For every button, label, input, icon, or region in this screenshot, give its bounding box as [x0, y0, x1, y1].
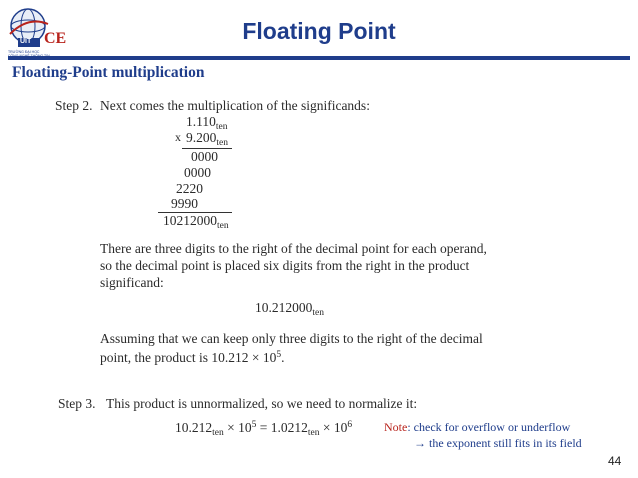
overflow-note — [384, 420, 570, 435]
product-significand — [255, 300, 324, 318]
note-text: : check for overflow or underflow — [407, 420, 571, 434]
note-text-2: the exponent still fits in its field — [426, 436, 582, 450]
multiplicand-base: ten — [215, 122, 228, 132]
eq-times-2: × 10 — [319, 420, 348, 435]
rounding-period: . — [281, 350, 285, 365]
eq-term-1: 10.212 — [175, 420, 213, 435]
rounding-text: Assuming that we can keep only three digits to the right of the decimal point, the product is 10.212 × 10 — [100, 331, 483, 365]
logo-caption-line: TRƯỜNG ĐẠI HỌC — [8, 50, 40, 54]
step3-text: This product is unnormalized, so we need to normalize it: — [106, 396, 418, 411]
note-label: Note — [384, 420, 408, 434]
partial-product: 9990 — [171, 196, 198, 211]
logo-ce-text: CE — [44, 30, 67, 47]
raw-product — [163, 213, 229, 231]
raw-product-base: ten — [217, 221, 229, 231]
decimal-point-explanation: There are three digits to the right of the decimal point for each operand, so the decimal point is placed six digits from the right in the product significand: — [100, 241, 487, 290]
slide-title: Floating Point — [242, 18, 396, 44]
title-divider — [8, 56, 630, 60]
times-sign: x — [175, 130, 181, 144]
rounding-explanation — [100, 330, 495, 366]
rounding-exponent: 5 — [276, 350, 282, 360]
page-number: 44 — [608, 454, 622, 468]
slide-subtitle: Floating-Point multiplication — [12, 64, 205, 81]
exponent-note — [414, 436, 582, 451]
step2-text: Next comes the multiplication of the significands: — [100, 98, 370, 113]
step3-label: Step 3. — [58, 396, 96, 411]
eq-exp-2: 6 — [347, 420, 353, 430]
product-significand-value: 10.212000 — [255, 300, 313, 315]
eq-times-1: × 10 — [223, 420, 252, 435]
step2-label: Step 2. — [55, 98, 93, 113]
partial-product: 0000 — [184, 165, 211, 180]
eq-term-2: = 1.0212 — [256, 420, 308, 435]
multiplicand-value: 1.110 — [186, 114, 216, 129]
eq-term-2-base: ten — [307, 428, 320, 438]
multiplier-base: ten — [216, 138, 228, 148]
partial-product: 0000 — [191, 149, 218, 164]
normalization-equation — [175, 420, 352, 438]
raw-product-value: 10212000 — [163, 213, 217, 228]
eq-exp-1: 5 — [251, 420, 257, 430]
multiplier — [186, 130, 228, 148]
partial-product: 2220 — [176, 181, 203, 196]
logo-uit-text: UIT — [20, 38, 32, 45]
arrow-icon: → — [414, 436, 426, 450]
product-significand-base: ten — [312, 308, 324, 318]
eq-term-1-base: ten — [212, 428, 224, 438]
multiplier-value: 9.200 — [186, 130, 217, 145]
